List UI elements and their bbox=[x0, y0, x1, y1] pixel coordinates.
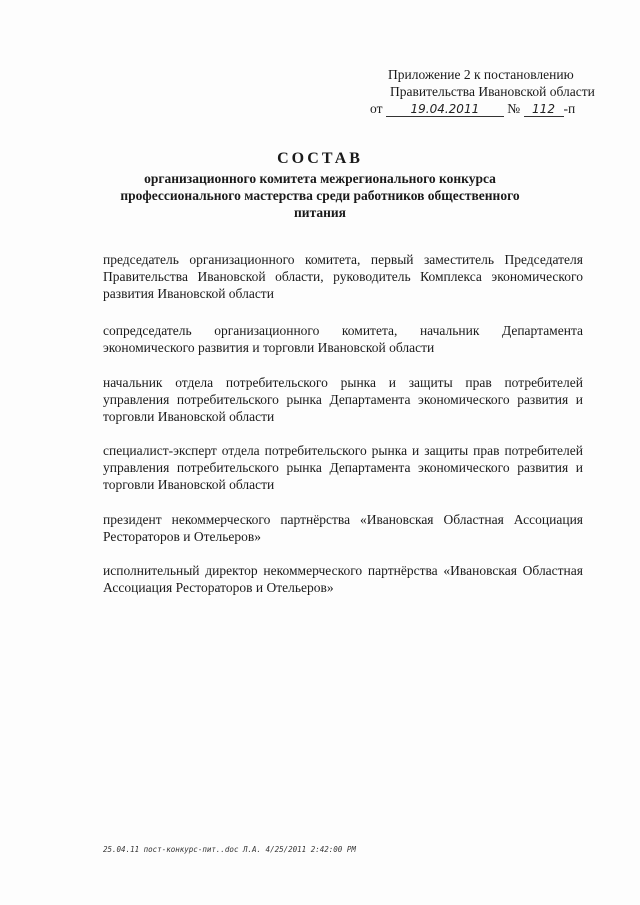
file-footer: 25.04.11 пост-конкурс-пит..doc Л.А. 4/25/2011 2:42:00 PM bbox=[103, 845, 356, 854]
handwritten-date: 19.04.2011 bbox=[386, 102, 504, 117]
appendix-date-line bbox=[370, 100, 600, 117]
from-label: от bbox=[370, 101, 383, 116]
member-entry-6: исполнительный директор некоммерческого партнёрства «Ивановская Областная Ассоциация Рестораторов и Отельеров» bbox=[103, 563, 583, 595]
member-entry-3: начальник отдела потребительского рынка и защиты прав потребителей управления потребительского рынка Департамента экономического развития и торговли Ивановской области bbox=[103, 375, 583, 424]
member-entry-4: специалист-эксперт отдела потребительского рынка и защиты прав потребителей управления потребительского рынка Департамента экономического развития и торговли Ивановской области bbox=[103, 443, 583, 492]
member-entry-2: сопредседатель организационного комитета, начальник Департамента экономического развития и торговли Ивановской области bbox=[103, 323, 583, 355]
document-subtitle: организационного комитета межрегионального конкурса профессионального мастерства среди работников общественного питания bbox=[120, 171, 520, 220]
number-label: № bbox=[507, 101, 521, 116]
appendix-line-1: Приложение 2 к постановлению bbox=[388, 67, 574, 82]
member-entry-5: президент некоммерческого партнёрства «Ивановская Областная Ассоциация Рестораторов и Отельеров» bbox=[103, 512, 583, 544]
number-suffix: -п bbox=[563, 101, 576, 116]
appendix-line-2: Правительства Ивановской области bbox=[390, 84, 595, 99]
document-title: СОСТАВ bbox=[277, 150, 363, 167]
member-entry-1: председатель организационного комитета, первый заместитель Председателя Правительства Ивановской области, руководитель Комплекса экономического развития Ивановской области bbox=[103, 252, 583, 301]
appendix-block bbox=[370, 66, 600, 117]
handwritten-number: 112 bbox=[524, 102, 564, 117]
